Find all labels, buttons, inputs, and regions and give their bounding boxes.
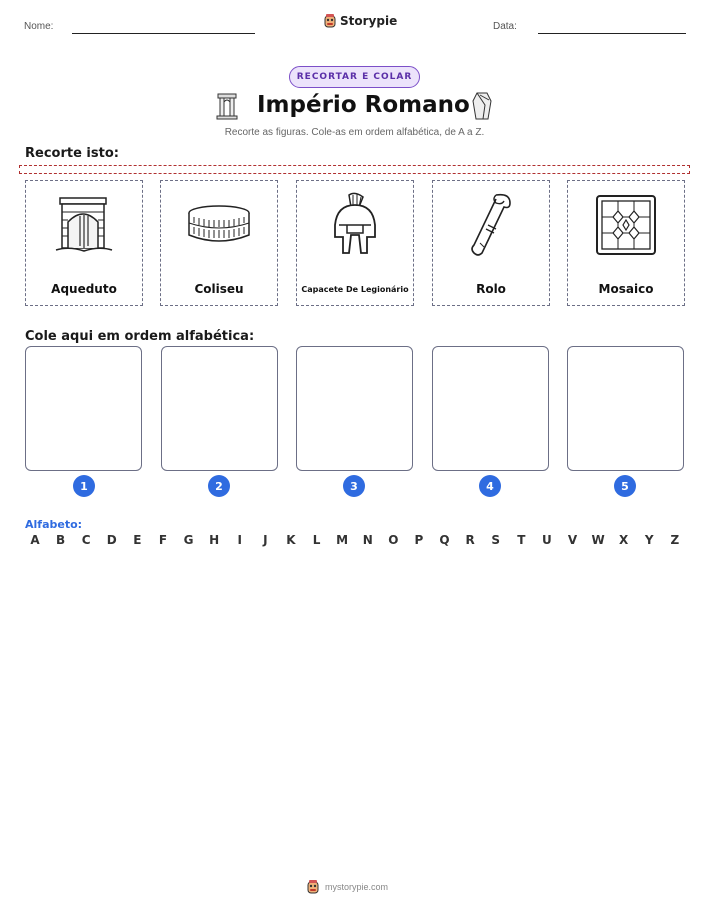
alphabet-letter: B: [56, 533, 66, 547]
alphabet-letter: C: [81, 533, 91, 547]
alphabet-letter: F: [158, 533, 168, 547]
alphabet-letter: Q: [439, 533, 450, 547]
storypie-mascot-icon: [323, 13, 337, 29]
brand-logo: [323, 13, 397, 29]
alphabet-letter: Z: [670, 533, 680, 547]
cut-card-coliseu[interactable]: [160, 180, 278, 306]
alphabet-letter: A: [30, 533, 40, 547]
number-badge: 1: [73, 475, 95, 497]
cut-card-mosaico[interactable]: [567, 180, 685, 306]
paste-box-4[interactable]: [432, 346, 549, 471]
storypie-mascot-icon: [306, 879, 320, 895]
toga-icon: [471, 91, 493, 121]
activity-badge: RECORTAR E COLAR: [289, 66, 420, 88]
paste-box-1[interactable]: [25, 346, 142, 471]
footer-link[interactable]: mystorypie.com: [325, 882, 389, 892]
cut-card-capacete[interactable]: [296, 180, 414, 306]
cut-card-aqueduto[interactable]: [25, 180, 143, 306]
alphabet-letter: O: [388, 533, 399, 547]
alphabet-letter: S: [491, 533, 501, 547]
cut-card-rolo[interactable]: [432, 180, 550, 306]
card-label: Aqueduto: [51, 282, 117, 296]
scroll-icon: [466, 191, 516, 259]
alphabet-letter: L: [312, 533, 321, 547]
alphabet-letter: E: [133, 533, 142, 547]
instructions: Recorte as figuras. Cole-as em ordem alfabética, de A a Z.: [224, 127, 485, 138]
alphabet-letter: K: [286, 533, 296, 547]
aqueduct-icon: [54, 194, 114, 256]
paste-heading: Cole aqui em ordem alfabética:: [25, 329, 255, 344]
page-title: Império Romano: [257, 92, 470, 118]
alphabet-letter: I: [237, 533, 242, 547]
alphabet-letter: U: [542, 533, 552, 547]
paste-box-2[interactable]: [161, 346, 278, 471]
card-label: Mosaico: [598, 282, 654, 296]
alphabet-letter: X: [619, 533, 629, 547]
alphabet-letter: M: [336, 533, 349, 547]
name-label: Nome:: [24, 21, 54, 32]
card-label: Coliseu: [194, 282, 244, 296]
alphabet-letter: V: [567, 533, 578, 547]
paste-box-5[interactable]: [567, 346, 684, 471]
alphabet-heading: Alfabeto:: [25, 518, 83, 531]
alphabet-letter: P: [414, 533, 424, 547]
cut-heading: Recorte isto:: [25, 146, 119, 161]
paste-box-3[interactable]: [296, 346, 413, 471]
alphabet-letter: H: [209, 533, 220, 547]
footer: [306, 879, 388, 895]
worksheet-header: [0, 0, 709, 44]
alphabet-letter: Y: [644, 533, 654, 547]
alphabet-letter: D: [106, 533, 117, 547]
alphabet-letter: W: [591, 533, 605, 547]
legionary-helmet-icon: [329, 191, 381, 259]
cut-line: [19, 165, 690, 174]
alphabet-letter: T: [517, 533, 526, 547]
alphabet-letter: J: [263, 533, 268, 547]
alphabet-letter: N: [362, 533, 373, 547]
alphabet-row: [25, 533, 685, 547]
card-label: Capacete De Legionário: [301, 285, 409, 294]
mosaic-icon: [595, 194, 657, 256]
date-label: Data:: [493, 21, 517, 32]
alphabet-letter: G: [183, 533, 194, 547]
name-line[interactable]: [72, 33, 255, 34]
column-ruin-icon: [216, 92, 238, 120]
title-row: [0, 90, 709, 124]
alphabet-letter: R: [465, 533, 475, 547]
number-badge: 5: [614, 475, 636, 497]
brand-name: Storypie: [340, 14, 398, 28]
number-badge: 3: [343, 475, 365, 497]
colosseum-icon: [186, 203, 252, 247]
number-badge: 2: [208, 475, 230, 497]
card-label: Rolo: [476, 282, 506, 296]
number-badge: 4: [479, 475, 501, 497]
date-line[interactable]: [538, 33, 686, 34]
